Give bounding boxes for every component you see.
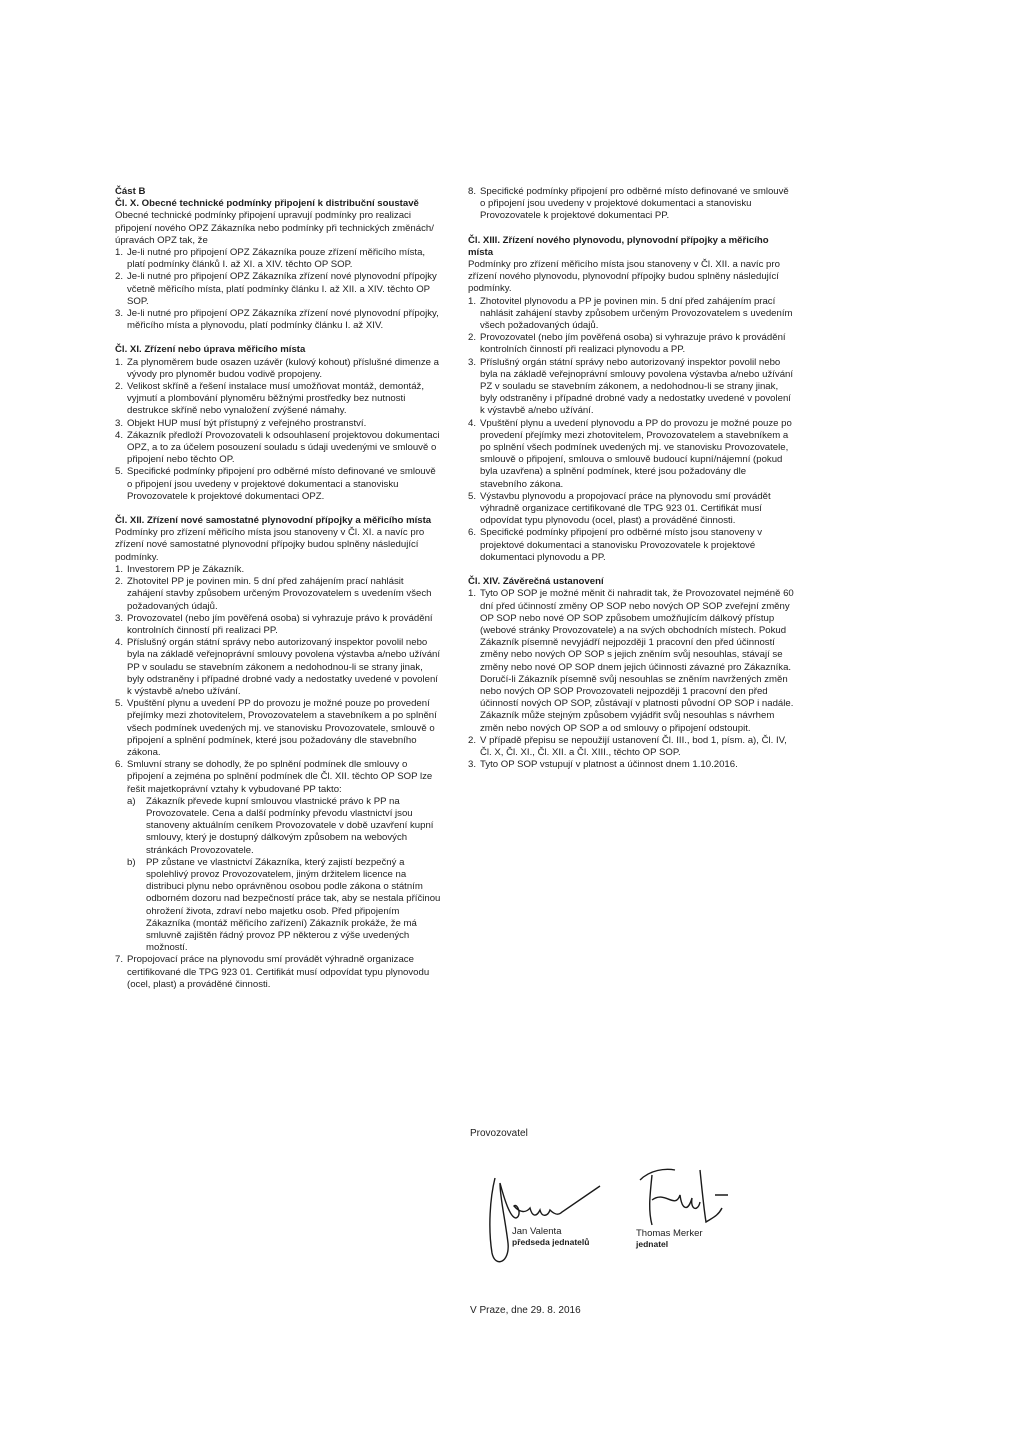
section-xiv-heading: Čl. XIV. Závěrečná ustanovení xyxy=(468,576,604,588)
section-x-heading: Čl. X. Obecné technické podmínky připojení k distribuční soustavě xyxy=(115,198,419,210)
signer-valenta xyxy=(512,1226,589,1248)
signer-name: Jan Valenta xyxy=(512,1226,562,1237)
list-item: 7. Propojovací práce na plynovodu smí provádět výhradně organizace certifikované dle TPG 923 01. Certifikát musí odpovídat typu plynovodu (ocel, plast) a prováděné činnosti. xyxy=(115,954,430,990)
section-xiii-list xyxy=(468,296,794,564)
list-item: 2. V případě přepisu se nepoužijí ustanovení Čl. III., bod 1, písm. a), Čl. IV, Čl. X, Čl. XI., Čl. XII. a Čl. XIII., těchto OP SOP. xyxy=(468,734,787,758)
list-item: 5. Výstavbu plynovodu a propojovací práce na plynovodu smí provádět výhradně organizace certifikované dle TPG 923 01. Certifikát musí odpovídat typu plynovodu (ocel, plast) a prováděné činnosti. xyxy=(468,490,771,527)
signature-block xyxy=(470,1128,800,1328)
list-item: 5. Vpuštění plynu a uvedení PP do provozu je možné pouze po provedení přejímky mezi zhotovitelem, Provozovatelem a stavebníkem a po splnění všech podmínek uvedených mj. ve stanovisku Provozovatele, smlouvě o připojení a splnění podmínek, které jsou požadovány dle stavebního zákona. xyxy=(115,698,437,758)
list-item: 3. Tyto OP SOP vstupují v platnost a účinnost dnem 1.10.2016. xyxy=(468,759,738,771)
list-item: 1. Je-li nutné pro připojení OPZ Zákazníka pouze zřízení měřicího místa, platí podmínky článků I. až XI. a XIV. těchto OP SOP. xyxy=(115,247,426,271)
section-xii-intro: Podmínky pro zřízení měřicího místa jsou stanoveny v Čl. XI. a navíc pro zřízení nové samostatné plynovodní přípojky budou splněny následující podmínky. xyxy=(115,527,425,563)
section-xiii-heading: Čl. XIII. Zřízení nového plynovodu, plynovodní přípojky a měřicího místa xyxy=(468,234,769,258)
section-xi xyxy=(115,344,441,503)
section-xii-continued xyxy=(468,186,794,223)
sub-item: b) PP zůstane ve vlastnictví Zákazníka, který zajistí bezpečný a spolehlivý provoz Provozovatelem, jiným držitelem licence na distribuci plynu nebo oprávněnou osobou podle zákona o státním odborném dozoru nad bezpečností práce tak, aby se nestala příčinou ohrožení života, zdraví nebo majetku osob. Před připojením Zákazníka (montáž měřicího zařízení) Zákazník prokáže, že má smluvně zajištěn řádný provoz PP některou z výše uvedených možností. xyxy=(127,856,441,954)
list-item: 4. Zákazník předloží Provozovateli k odsouhlasení projektovou dokumentaci OPZ, a to za účelem posouzení souladu s údaji uvedenými ve smlouvě o připojení nebo těchto OP. xyxy=(115,429,440,466)
left-column xyxy=(115,186,441,1003)
list-item: 4. Vpuštění plynu a uvedení plynovodu a PP do provozu je možné pouze po provedení přejímky mezi zhotovitelem, Provozovatelem a stavebníkem a po splnění všech podmínek uvedených mj. ve stanovisku Provozovatele, smlouvě o připojení, smlouva o smlouvě budoucí kupní/nájemní (pokud byla uzavřena) a splnění podmínek, které jsou požadovány dle stavebního zákona. xyxy=(468,417,792,490)
list-item: 8. Specifické podmínky připojení pro odběrné místo definované ve smlouvě o připojení jsou uvedeny v projektové dokumentaci a stanovisku Provozovatele k projektové dokumentaci PP. xyxy=(468,186,789,222)
section-xii xyxy=(115,515,441,991)
section-xii-heading: Čl. XII. Zřízení nové samostatné plynovodní přípojky a měřicího místa xyxy=(115,515,432,527)
signer-role: předseda jednatelů xyxy=(512,1237,590,1247)
list-item: 6. Smluvní strany se dohodly, že po splnění podmínek dle smlouvy o připojení a zejména po splnění podmínek dle Čl. XII. těchto OP SOP lze řešit majetkoprávní vztahy k vybudované PP takto: xyxy=(115,759,433,795)
place-date: V Praze, dne 29. 8. 2016 xyxy=(470,1305,581,1316)
list-item: 2. Je-li nutné pro připojení OPZ Zákazníka zřízení nové plynovodní přípojky včetně měřicího místa, platí podmínky článku I. až XII. a XIV. těchto OP SOP. xyxy=(115,271,437,307)
signature-merker xyxy=(630,1150,740,1240)
list-item: 2. Velikost skříně a řešení instalace musí umožňovat montáž, demontáž, vyjmutí a plombování plynoměru běžnými prostředky bez nutnosti destrukce skříně nebo vynaložení zvýšené námahy. xyxy=(115,381,425,417)
list-item: 2. Provozovatel (nebo jím pověřená osoba) si vyhrazuje právo k provádění kontrolních činností při realizaci plynovodu a PP. xyxy=(468,332,786,356)
list-item: 1. Investorem PP je Zákazník. xyxy=(115,563,245,575)
list-item: 3. Je-li nutné pro připojení OPZ Zákazníka zřízení nové plynovodní přípojky, měřicího místa a plynovodu, platí podmínky článku I. až XIV. xyxy=(115,308,439,332)
signer-merker xyxy=(636,1228,703,1250)
section-xi-heading: Čl. XI. Zřízení nebo úprava měřicího místa xyxy=(115,344,306,356)
list-item: 6. Specifické podmínky připojení pro odběrné místo jsou stanoveny v projektové dokumentaci a stanovisku Provozovatele k projektové dokumentaci plynovodu a PP. xyxy=(468,527,763,563)
section-x-list xyxy=(115,247,441,332)
signature-valenta xyxy=(470,1158,620,1288)
right-column xyxy=(468,186,794,783)
list-item: 4. Příslušný orgán státní správy nebo autorizovaný inspektor povolil nebo byla na základě veřejnoprávní smlouvy povolena výstavba a/nebo užívání PP v souladu se stavebním zákonem a nedohodnou-li se strany jinak, byly odstraněny i případné drobné vady a nedostatky uvedené v povolení k výstavbě a/nebo užívání. xyxy=(115,637,441,697)
section-x-intro: Obecné technické podmínky připojení upravují podmínky pro realizaci připojení nového OPZ Zákazníka nebo podmínky při technických změnách/úpravách OPZ tak, že xyxy=(115,210,434,246)
section-xii-list xyxy=(115,564,441,991)
section-xiii xyxy=(468,235,794,564)
list-item: 3. Objekt HUP musí být přístupný z veřejného prostranství. xyxy=(115,417,367,429)
section-xiv xyxy=(468,576,794,771)
list-item: 1. Tyto OP SOP je možné měnit či nahradit tak, že Provozovatel nejméně 60 dní před účinností změny OP SOP nebo nových OP SOP zveřejní změny OP SOP nebo nové OP SOP způsobem umožňujícím dálkový přístup (webové stránky Provozovatele) a na svých obchodních místech. Pokud Zákazník písemně nevyjádří nejpozději 1 pracovní den před účinností změny nebo nových OP SOP s jejich zněním svůj nesouhlas, stávají se změny nebo nové OP SOP dnem jejich účinnosti závazné pro Zákazníka. Doručí-li Zákazník písemně svůj nesouhlas se zněním navržených změn nebo nových OP SOP Provozovateli nejpozději 1 pracovní den před účinností nových OP SOP, zůstávají v platnosti původní OP SOP i nadále. Zákazník může stejným způsobem vyjádřit svůj nesouhlas s návrhem změn nebo nových OP SOP a od smlouvy o připojení odstoupit. xyxy=(468,588,794,734)
list-item: 3. Příslušný orgán státní správy nebo autorizovaný inspektor povolil nebo byla na základě veřejnoprávní smlouvy povolena výstavba a/nebo užívání PZ v souladu se stavebním zákonem, a nedohodnou-li se strany jinak, byly odstraněny i případné drobné vady a nedostatky uvedené v povolení k výstavbě a/nebo užívání. xyxy=(468,356,794,417)
section-xiii-intro: Podmínky pro zřízení měřicího místa jsou stanoveny v Čl. XII. a navíc pro zřízení nového plynovodu, plynovodní přípojky budou splněny následující podmínky. xyxy=(468,259,780,295)
list-item: 5. Specifické podmínky připojení pro odběrné místo definované ve smlouvě o připojení jsou uvedeny v projektové dokumentaci a stanovisku Provozovatele k projektové dokumentaci OPZ. xyxy=(115,466,436,502)
sub-item: a) Zákazník převede kupní smlouvou vlastnické právo k PP na Provozovatele. Cena a další podmínky převodu vlastnictví jsou stanoveny aktuálním ceníkem Provozovatele v době uzavření kupní smlouvy, který je dostupný dálkovým způsobem na webových stránkách Provozovatele. xyxy=(127,795,434,856)
part-label: Část B xyxy=(115,186,146,197)
list-item: 3. Provozovatel (nebo jím pověřená osoba) si vyhrazuje právo k provádění kontrolních činností při realizaci PP. xyxy=(115,612,433,636)
provider-label: Provozovatel xyxy=(470,1128,528,1139)
signer-name: Thomas Merker xyxy=(636,1228,703,1239)
list-item: 1. Zhotovitel plynovodu a PP je povinen min. 5 dní před zahájením prací nahlásit zahájení stavby způsobem určeným Provozovatelem s uvedením všech požadovaných údajů. xyxy=(468,295,793,332)
list-item: 2. Zhotovitel PP je povinen min. 5 dní před zahájením prací nahlásit zahájení stavby způsobem určeným Provozovatelem s uvedením všech požadovaných údajů. xyxy=(115,576,432,612)
list-item: 1. Za plynoměrem bude osazen uzávěr (kulový kohout) příslušné dimenze a vývody pro plynoměr budou vodivě propojeny. xyxy=(115,356,439,380)
section-x xyxy=(115,198,441,332)
section-xi-list xyxy=(115,357,441,503)
section-xiv-list xyxy=(468,588,794,771)
signer-role: jednatel xyxy=(636,1239,669,1249)
